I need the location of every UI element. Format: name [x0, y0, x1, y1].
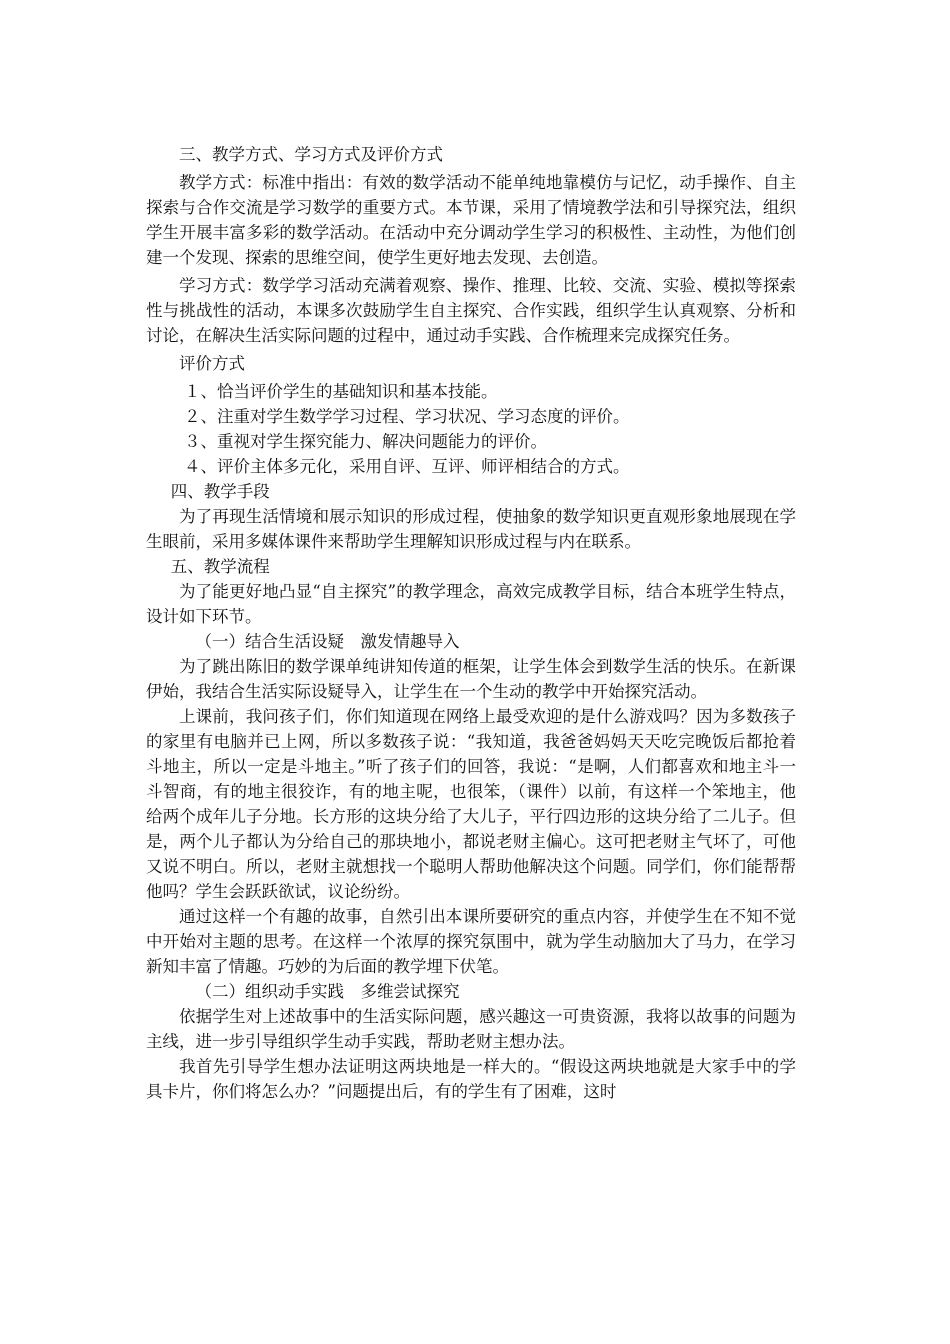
subheading-1: （一）结合生活设疑 激发情趣导入	[195, 632, 460, 651]
paragraph-story-effect: 通过这样一个有趣的故事，自然引出本课所要研究的重点内容，并使学生在不知不觉中开始对主题的思考。在这样一个浓厚的探究氛围中，就为学生动脑加大了马力，在学习新知丰富了情趣。巧妙的为后面的教学埋下伏笔。	[146, 907, 796, 976]
section-heading-5: 五、教学流程	[170, 557, 270, 576]
section-heading-3: 三、教学方式、学习方式及评价方式	[179, 145, 443, 164]
paragraph-proof: 我首先引导学生想办法证明这两块地是一样大的。“假设这两块地就是大家手中的学具卡片，你们将怎么办？”问题提出后，有的学生有了困难，这时	[146, 1057, 796, 1101]
paragraph-practice: 依据学生对上述故事中的生活实际问题，感兴趣这一可贵资源，我将以故事的问题为主线，进一步引导组织学生动手实践，帮助老财主想办法。	[146, 1007, 796, 1051]
paragraph-teaching-means: 为了再现生活情境和展示知识的形成过程，使抽象的数学知识更直观形象地展现在学生眼前，采用多媒体课件来帮助学生理解知识形成过程与内在联系。	[146, 507, 796, 551]
list-item-2: ２、注重对学生数学学习过程、学习状况、学习态度的评价。	[183, 407, 630, 426]
label-evaluation-method: 评价方式	[179, 354, 245, 373]
paragraph-story: 上课前，我问孩子们，你们知道现在网络上最受欢迎的是什么游戏吗？因为多数孩子的家里有电脑并已上网，所以多数孩子说：“我知道，我爸爸妈妈天天吃完晚饭后都抢着斗地主，所以一定是斗地主。”听了孩子们的回答，我说：“是啊，人们都喜欢和地主斗一斗智商，有的地主很狡诈，有的地主呢，也很笨，（课件）以前，有这样一个笨地主，他给两个成年儿子分地。长方形的这块分给了大儿子，平行四边形的这块分给了二儿子。但是，两个儿子都认为分给自己的那块地小，都说老财主偏心。这可把老财主气坏了，可他又说不明白。所以，老财主就想找一个聪明人帮助他解决这个问题。同学们，你们能帮帮他吗？学生会跃跃欲试，议论纷纷。	[146, 707, 796, 901]
paragraph-intro-purpose: 为了跳出陈旧的数学课单纯讲知传道的框架，让学生体会到数学生活的快乐。在新课伊始，我结合生活实际设疑导入，让学生在一个生动的教学中开始探究活动。	[146, 657, 796, 701]
paragraph-flow-intro: 为了能更好地凸显“自主探究”的教学理念，高效完成教学目标，结合本班学生特点，设计如下环节。	[146, 582, 796, 626]
document-body	[146, 142, 796, 1104]
section-heading-4: 四、教学手段	[170, 482, 270, 501]
paragraph-learning-method: 学习方式：数学学习活动充满着观察、操作、推理、比较、交流、实验、模拟等探索性与挑战性的活动，本课多次鼓励学生自主探究、合作实践，组织学生认真观察、分析和讨论，在解决生活实际问题的过程中，通过动手实践、合作梳理来完成探究任务。	[146, 276, 796, 345]
list-item-4: ４、评价主体多元化，采用自评、互评、师评相结合的方式。	[183, 457, 630, 476]
list-item-1: １、恰当评价学生的基础知识和基本技能。	[183, 382, 498, 401]
subheading-2: （二）组织动手实践 多维尝试探究	[195, 982, 460, 1001]
list-item-3: ３、重视对学生探究能力、解决问题能力的评价。	[183, 432, 547, 451]
paragraph-teaching-method: 教学方式：标准中指出：有效的数学活动不能单纯地靠模仿与记忆，动手操作、自主探索与合作交流是学习数学的重要方式。本节课，采用了情境教学法和引导探究法，组织学生开展丰富多彩的数学活动。在活动中充分调动学生学习的积极性、主动性，为他们创建一个发现、探索的思维空间，使学生更好地去发现、去创造。	[146, 173, 796, 267]
